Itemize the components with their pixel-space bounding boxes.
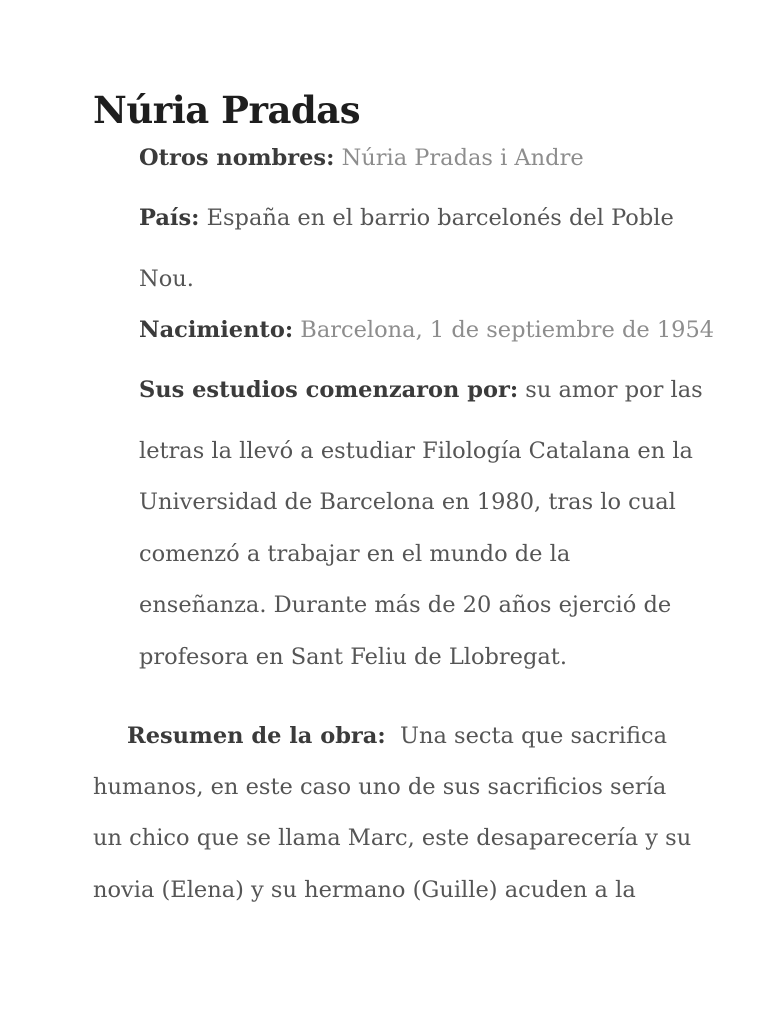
resumen-row (127, 720, 667, 752)
resumen-text-line: Una secta que sacrifica (400, 723, 667, 749)
otros-nombres-label: Otros nombres: (139, 145, 335, 171)
pais-value: España en el barrio barcelonés del Poble (206, 205, 674, 231)
pais-value-continued: Nou. (139, 266, 194, 292)
estudios-text-line: enseñanza. Durante más de 20 años ejerció de (139, 592, 672, 618)
estudios-text-line: letras la llevó a estudiar Filología Catalana en la (139, 438, 693, 464)
nacimiento-row (139, 314, 714, 346)
estudios-row (139, 374, 703, 406)
estudios-label: Sus estudios comenzaron por: (139, 377, 519, 403)
estudios-text-line: comenzó a trabajar en el mundo de la (139, 541, 571, 567)
pais-row (139, 202, 674, 234)
estudios-text-line: Universidad de Barcelona en 1980, tras lo cual (139, 489, 676, 515)
resumen-text-line: un chico que se llama Marc, este desaparecería y su (93, 825, 692, 851)
resumen-label: Resumen de la obra: (127, 723, 386, 749)
resumen-text-line: humanos, en este caso uno de sus sacrificios sería (93, 774, 667, 800)
estudios-text-line: su amor por las (525, 377, 703, 403)
resumen-text-line: novia (Elena) y su hermano (Guille) acuden a la (93, 877, 636, 903)
nacimiento-label: Nacimiento: (139, 317, 294, 343)
pais-label: País: (139, 205, 200, 231)
otros-nombres-value: Núria Pradas i Andre (341, 145, 584, 171)
page-title: Núria Pradas (93, 88, 361, 132)
otros-nombres-row (139, 142, 584, 174)
nacimiento-value: Barcelona, 1 de septiembre de 1954 (300, 317, 715, 343)
estudios-text-line: profesora en Sant Feliu de Llobregat. (139, 644, 568, 670)
